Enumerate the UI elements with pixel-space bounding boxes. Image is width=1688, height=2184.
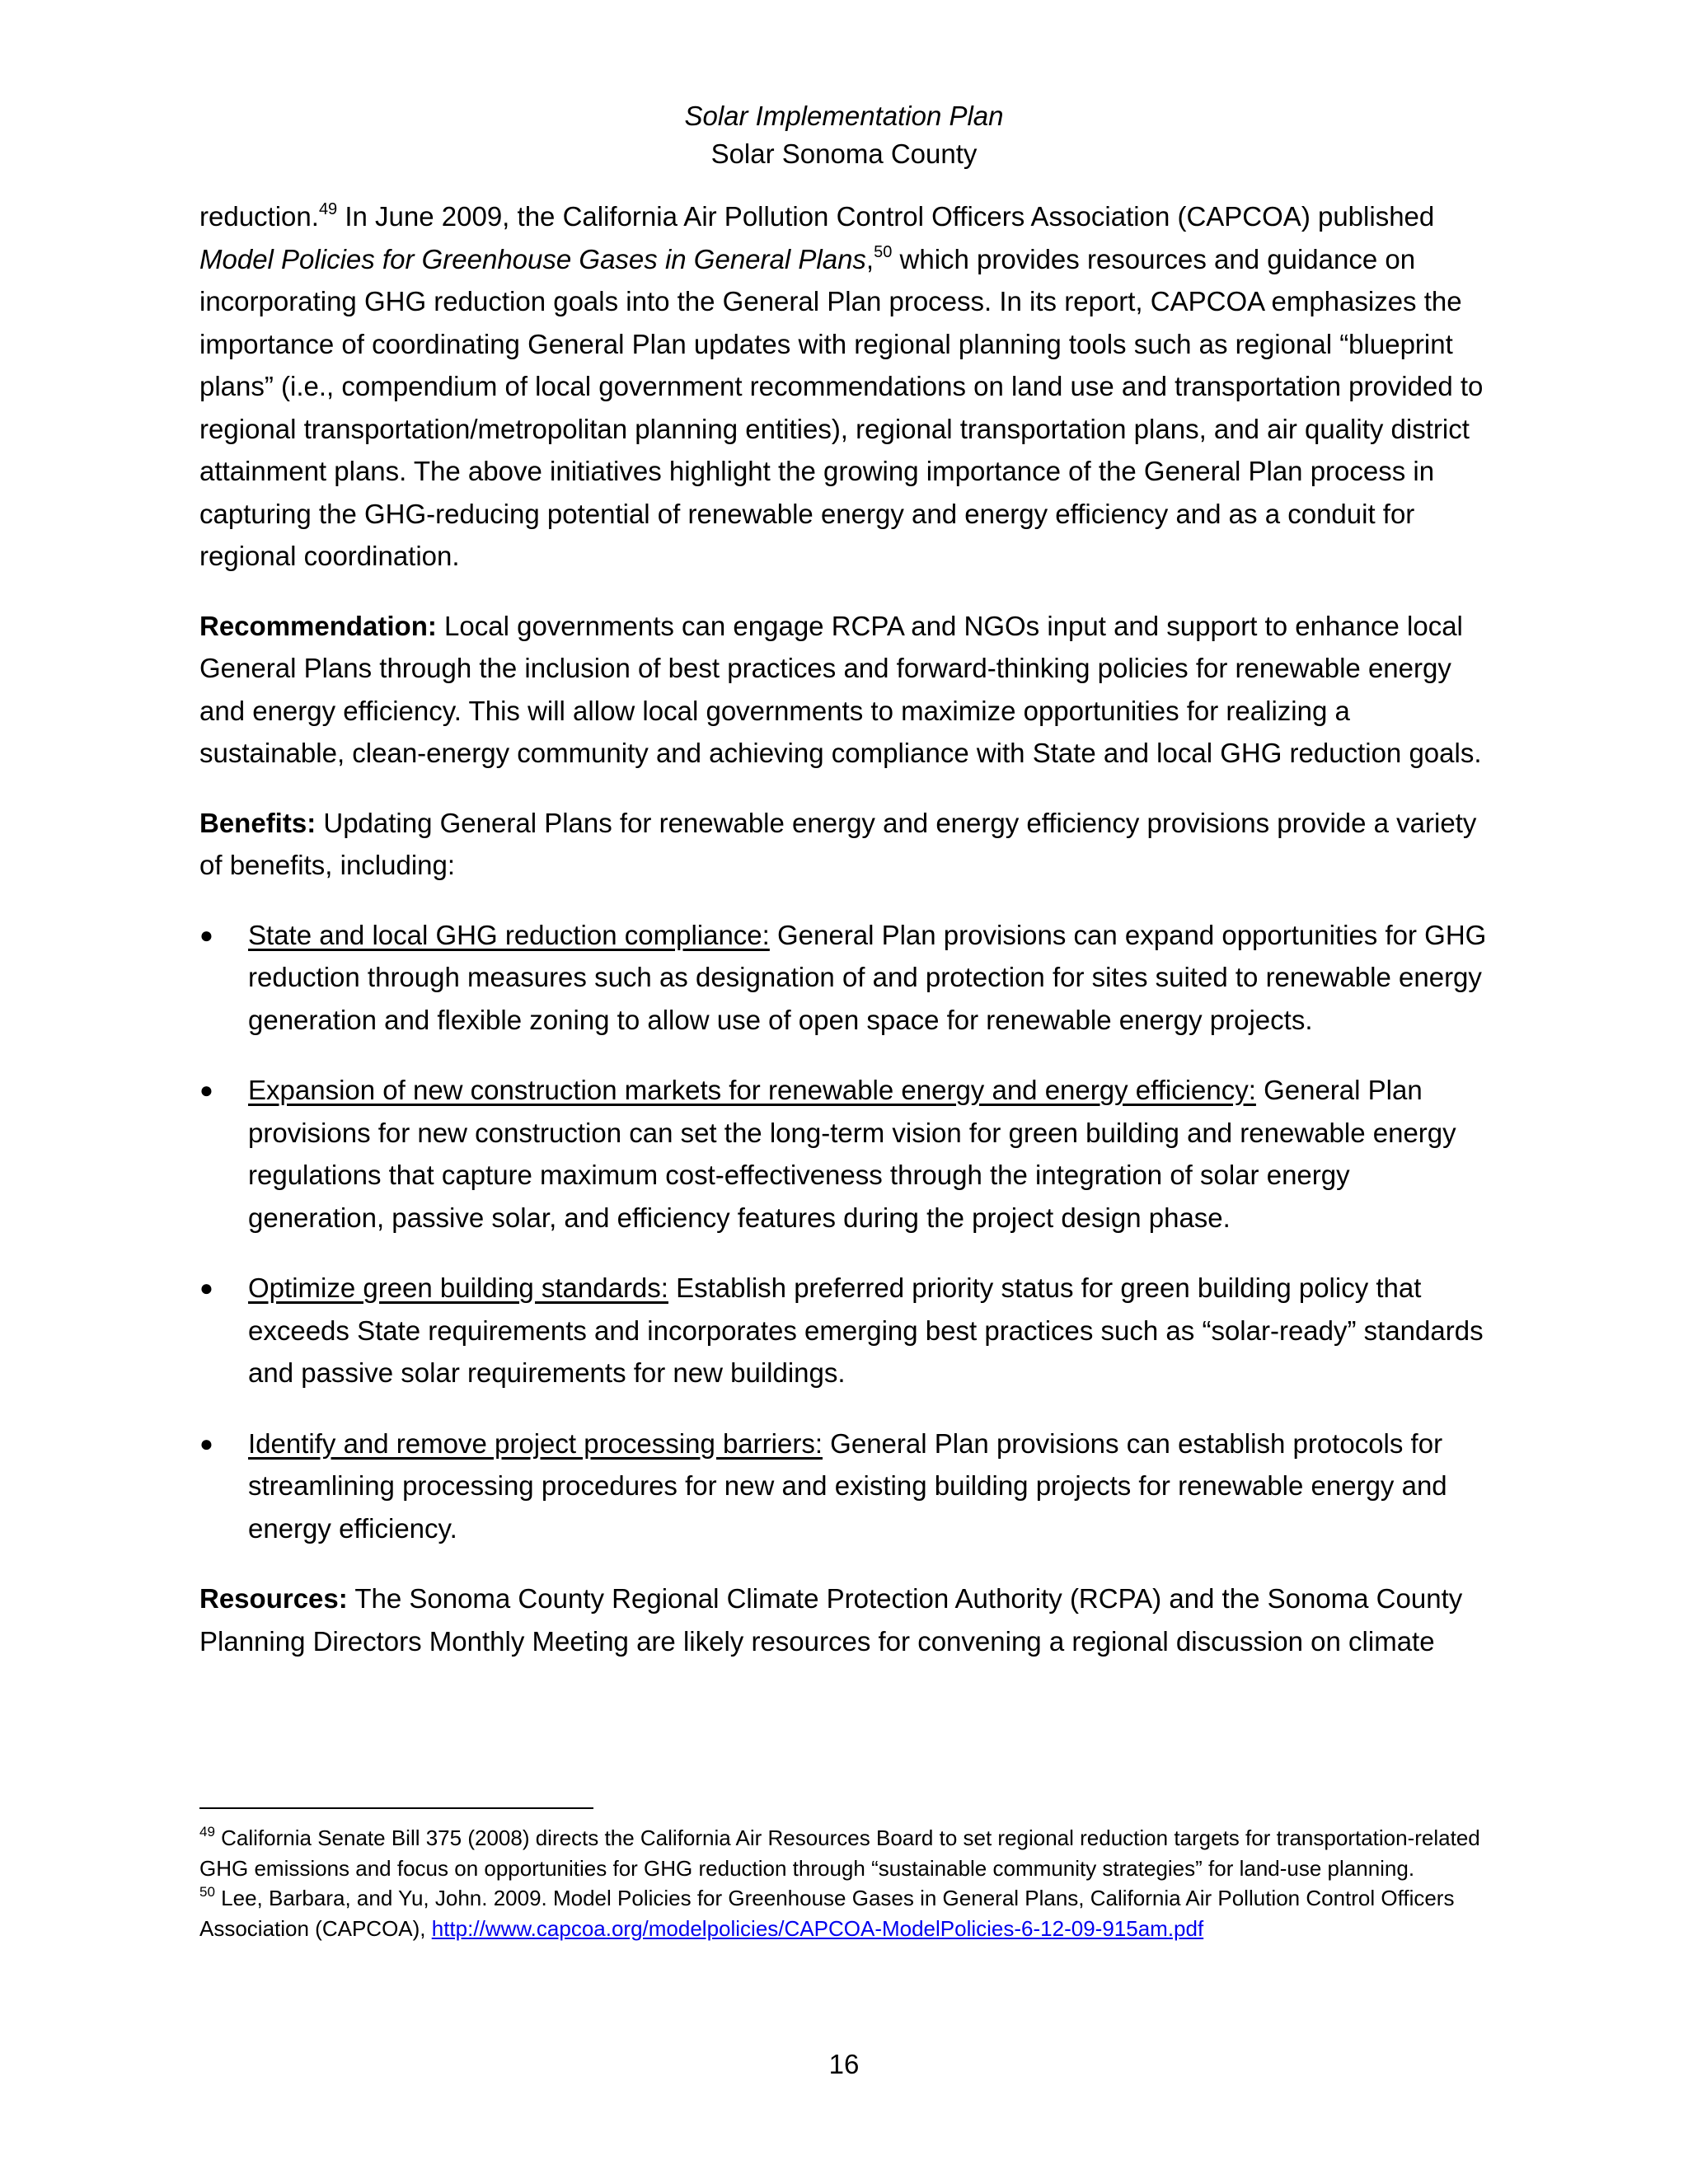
footnote-ref-50[interactable]: 50 [874,242,893,261]
footnotes [199,1823,1490,1943]
benefits-paragraph [199,802,1490,887]
bullet-heading: State and local GHG reduction compliance: [248,919,770,950]
bullet-text: General Plan provisions can expand opportunities for GHG reduction through measures such as designation of and protection for sites suited to renewable energy generation and flexible zoning to allow use of open space for renewable energy projects. [248,919,1487,1035]
bullet-heading: Optimize green building standards: [248,1272,668,1303]
footnote-49 [199,1823,1490,1883]
para1-italic-title: Model Policies for Greenhouse Gases in General Plans [199,243,866,274]
bullet-text: General Plan provisions can establish protocols for streamlining processing procedures for new and existing building projects for renewable energy and energy efficiency. [248,1427,1447,1544]
para1-text-b: which provides resources and guidance on incorporating GHG reduction goals into the General Plan process. In its report, CAPCOA emphasizes the importance of coordinating General Plan updates with regional planning tools such as regional “blueprint plans” (i.e., compendium of local government recommendations on land use and transportation provided to regional transportation/metropolitan planning entities), regional transportation plans, and air quality district attainment plans. The above initiatives highlight the growing importance of the General Plan process in capturing the GHG-reducing potential of renewable energy and energy efficiency and as a conduit for regional coordination. [199,243,1484,571]
recommendation-label: Recommendation: [199,610,437,641]
header-title: Solar Implementation Plan [684,101,1004,131]
bullet-heading: Identify and remove project processing barriers: [248,1427,823,1459]
bullet-heading: Expansion of new construction markets for renewable energy and energy efficiency: [248,1075,1256,1105]
header-subtitle: Solar Sonoma County [710,138,978,169]
intro-paragraph [199,195,1490,578]
list-item [199,1069,1490,1239]
para1-comma: , [865,243,874,274]
recommendation-text: Local governments can engage RCPA and NGOs input and support to enhance local General Plans through the inclusion of best practices and forward-thinking policies for renewable energy and energy efficiency. This will allow local governments to maximize opportunities for realizing a sustainable, clean-energy community and achieving compliance with State and local GHG reduction goals. [199,610,1482,768]
page-number: 16 [828,2049,860,2079]
footnote-text: Lee, Barbara, and Yu, John. 2009. Model Policies for Greenhouse Gases in General Plans, California Air Pollution Control Officers Association (CAPCOA), [199,1886,1455,1941]
resources-text: The Sonoma County Regional Climate Protection Authority (RCPA) and the Sonoma County Planning Directors Monthly Meeting are likely resources for convening a regional discussion on climate [199,1583,1463,1657]
benefits-text: Updating General Plans for renewable energy and energy efficiency provisions provide a variety of benefits, including: [199,807,1477,880]
list-item [199,1267,1490,1394]
benefits-label: Benefits: [199,807,316,838]
list-item [199,1422,1490,1550]
resources-label: Resources: [199,1583,348,1614]
footnote-number: 49 [199,1824,215,1840]
bullet-text: General Plan provisions for new construction can set the long-term vision for green building and renewable energy regulations that capture maximum cost-effectiveness through the integration of solar energy generation, passive solar, and efficiency features during the project design phase. [248,1075,1456,1233]
bullet-icon: ● [199,1275,213,1301]
body-content [199,195,1490,1690]
benefits-list [199,914,1490,1550]
footnote-ref-49[interactable]: 49 [318,200,338,218]
footnote-text: California Senate Bill 375 (2008) directs the California Air Resources Board to set regional reduction targets for transportation-related GHG emissions and focus on opportunities for GHG reduction through “sustainable community strategies” for land-use planning. [199,1825,1480,1881]
bullet-icon: ● [199,1077,213,1103]
footnote-number: 50 [199,1884,215,1900]
footnote-50 [199,1883,1490,1943]
resources-paragraph [199,1577,1490,1662]
list-item [199,914,1490,1042]
para1-text-a: In June 2009, the California Air Pollution Control Officers Association (CAPCOA) published [337,201,1435,232]
para1-lead: reduction. [199,201,319,232]
bullet-icon: ● [199,1430,213,1456]
recommendation-paragraph [199,605,1490,775]
capcoa-link[interactable]: http://www.capcoa.org/modelpolicies/CAPCOA-ModelPolicies-6-12-09-915am.pdf [431,1915,1204,1941]
bullet-text: Establish preferred priority status for green building policy that exceeds State requirements and incorporates emerging best practices such as “solar-ready” standards and passive solar requirements for new buildings. [248,1272,1484,1388]
footnote-divider [199,1807,593,1809]
bullet-icon: ● [199,921,213,948]
running-header [0,97,1688,173]
